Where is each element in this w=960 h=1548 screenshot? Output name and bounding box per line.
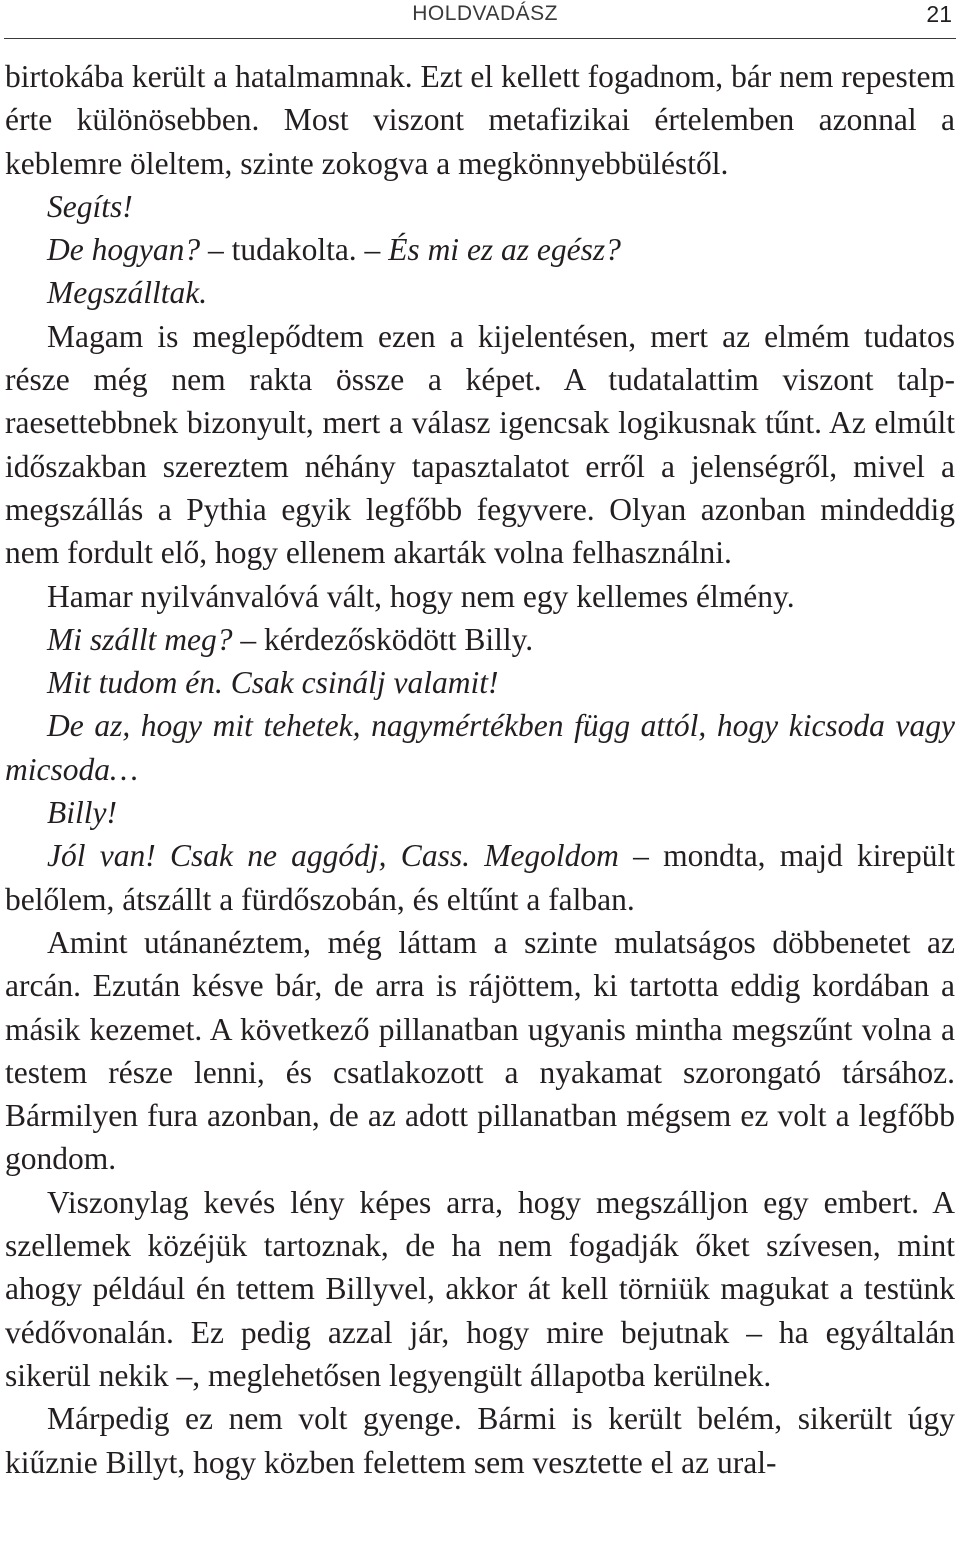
italic-text-run: És mi ez az egész? bbox=[388, 232, 621, 268]
text-run: – mondta, majd kirepült belőlem, átszállt a fürdőszobán, és eltűnt a falban. bbox=[5, 838, 956, 917]
text-run: Amint utánanéztem, még láttam a szinte mulatságos döbbenetet az arcán. Ezután késve bár, de arra is rájöttem, ki tartotta eddig kordában a másik kezemet. A következő pillanatban ugyanis mintha megszűnt volna a testem része lenni, és csatlakozott a nyakamat szorongató társához. Bármilyen fura azonban, de az adott pillanatban mégsem ez volt a legfőbb gondom. bbox=[5, 924, 955, 1177]
paragraph bbox=[5, 55, 955, 185]
paragraph bbox=[5, 575, 955, 618]
paragraph bbox=[5, 921, 955, 1181]
paragraph bbox=[5, 661, 955, 704]
paragraph bbox=[5, 834, 955, 921]
text-run: Viszonylag kevés lény képes arra, hogy megszálljon egy embert. A szellemek közéjük tartoznak, de ha nem fogadják őket szívesen, mint ahogy például én tettem Billyvel, akkor át kell törniük magukat a testünk védővonalán. Ez pedig azzal jár, hogy mire bejutnak – ha egyáltalán sikerül nekik –, meglehetősen legyengült állapotba kerülnek. bbox=[5, 1184, 955, 1393]
running-header bbox=[4, 0, 956, 39]
paragraph bbox=[5, 228, 955, 271]
italic-text-run: Billy! bbox=[47, 795, 117, 831]
italic-text-run: Mit tudom én. Csak csinálj valamit! bbox=[47, 665, 499, 701]
italic-text-run: De az, hogy mit tehetek, nagymértékben függ attól, hogy kicsoda vagy micsoda… bbox=[5, 708, 955, 787]
body-text bbox=[5, 55, 955, 1484]
text-run: Márpedig ez nem volt gyenge. Bármi is került belém, sikerült úgy kiűznie Billyt, hogy közben felettem sem vesztette el az ural- bbox=[5, 1401, 955, 1480]
paragraph bbox=[5, 791, 955, 834]
italic-text-run: Mi szállt meg? bbox=[47, 621, 233, 657]
paragraph bbox=[5, 704, 955, 791]
page-number: 21 bbox=[926, 1, 952, 27]
paragraph bbox=[5, 185, 955, 228]
text-run: – tudakolta. – bbox=[200, 232, 389, 268]
italic-text-run: Jól van! Csak ne aggódj, Cass. Megoldom bbox=[47, 838, 619, 874]
text-run: birtokába került a hatalmamnak. Ezt el kellett fogadnom, bár nem repestem érte különösebben. Most viszont metafizikai értelemben azonnal a keblemre öleltem, szinte zokogva a megkönnyebbüléstől. bbox=[5, 59, 955, 181]
italic-text-run: De hogyan? bbox=[47, 232, 201, 268]
italic-text-run: Megszálltak. bbox=[47, 275, 208, 311]
paragraph bbox=[5, 1181, 955, 1397]
paragraph bbox=[5, 315, 955, 575]
text-run: Hamar nyilvánvalóvá vált, hogy nem egy kellemes élmény. bbox=[47, 578, 795, 614]
running-title: HOLDVADÁSZ bbox=[412, 2, 558, 25]
paragraph bbox=[5, 1397, 955, 1484]
italic-text-run: Segíts! bbox=[47, 188, 133, 224]
paragraph bbox=[5, 618, 955, 661]
text-run: – kérdezősködött Billy. bbox=[232, 621, 534, 657]
text-run: Magam is meglepődtem ezen a kijelentésen, mert az elmém tudatos része még nem rakta össze a képet. A tudatalattim viszont talpraesettebbnek bizonyult, mert a válasz igencsak logikusnak tűnt. Az elmúlt időszakban szereztem néhány tapasztalatot erről a jelenségről, mivel a megszállás a Pythia egyik legfőbb fegyvere. Olyan azonban mindeddig nem fordult elő, hogy ellenem akarták volna felhasználni. bbox=[5, 318, 955, 571]
paragraph bbox=[5, 271, 955, 314]
